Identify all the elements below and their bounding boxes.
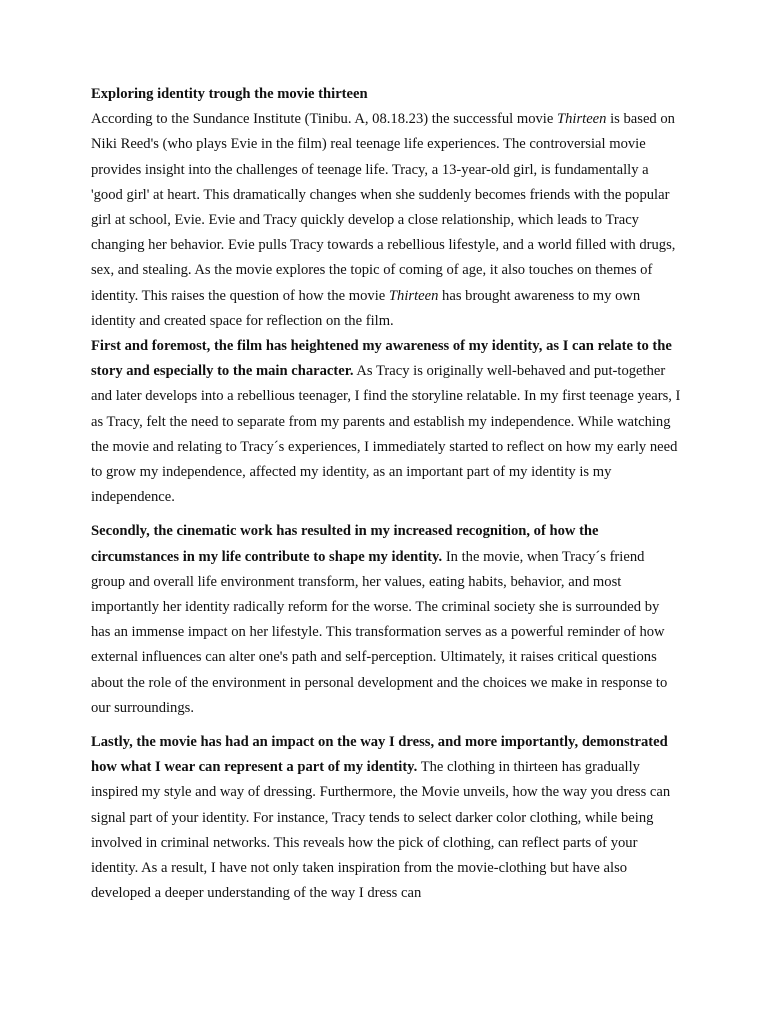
paragraph-text: is based on Niki Reed's (who plays Evie in the film) real teenage life experiences. The controversial movie provides insight into the challenges of teenage life. Tracy, a 13-year-old girl, is fundamentally a 'good girl' at heart. This dramatically changes when she suddenly becomes friends with the popular girl at school, Evie. Evie and Tracy quickly develop a close relationship, which leads to Tracy changing her behavior. Evie pulls Tracy towards a rebellious lifestyle, and a world filled with drugs, sex, and stealing. As the movie explores the topic of coming of age, it also touches on themes of identity. This raises the question of how the movie [91,111,676,304]
paragraph-intro [91,107,681,334]
paragraph-third [91,730,681,906]
paragraph-text: According to the Sundance Institute (Tinibu. A, 08.18.23) the successful movie [91,111,557,128]
paragraph-topic-sentence: Lastly, the movie has had an impact on the way I dress, and more importantly, demonstrated how what I wear can represent a part of my identity. [91,734,668,776]
document-page [91,82,681,907]
movie-title-italic: Thirteen [557,111,607,128]
paragraph-text: As Tracy is originally well-behaved and put-together and later develops into a rebellious teenager, I find the storyline relatable. In my first teenage years, I as Tracy, felt the need to separate from my parents and establish my independence. While watching the movie and relating to Tracy´s experiences, I immediately started to reflect on how my early need to grow my independence, affected my identity, as an important part of my identity is my independence. [91,363,681,506]
paragraph-text: In the movie, when Tracy´s friend group and overall life environment transform, her values, eating habits, behavior, and most importantly her identity radically reform for the worse. The criminal society she is surrounded by has an immense impact on her lifestyle. This transformation serves as a powerful reminder of how external influences can alter one's path and self-perception. Ultimately, it raises critical questions about the role of the environment in personal development and the choices we make in response to our surroundings. [91,548,668,716]
movie-title-italic: Thirteen [388,287,439,304]
paragraph-first [91,334,681,510]
paragraph-second [91,519,681,721]
paragraph-text: has brought awareness to my own identity and created space for reflection on the film. [91,287,641,329]
paragraph-topic-sentence: First and foremost, the film has heightened my awareness of my identity, as I can relate to the story and especially to the main character. [91,338,672,380]
document-title: Exploring identity trough the movie thirteen [91,86,368,102]
paragraph-text: The clothing in thirteen has gradually inspired my style and way of dressing. Furthermore, the Movie unveils, how the way you dress can signal part of your identity. For instance, Tracy tends to select darker color clothing, while being involved in criminal networks. This reveals how the pick of clothing, can reflect parts of your identity. As a result, I have not only taken inspiration from the movie-clothing but have also developed a deeper understanding of the way I dress can [91,759,671,902]
paragraph-topic-sentence: Secondly, the cinematic work has resulted in my increased recognition, of how the circumstances in my life contribute to shape my identity. [91,523,599,565]
